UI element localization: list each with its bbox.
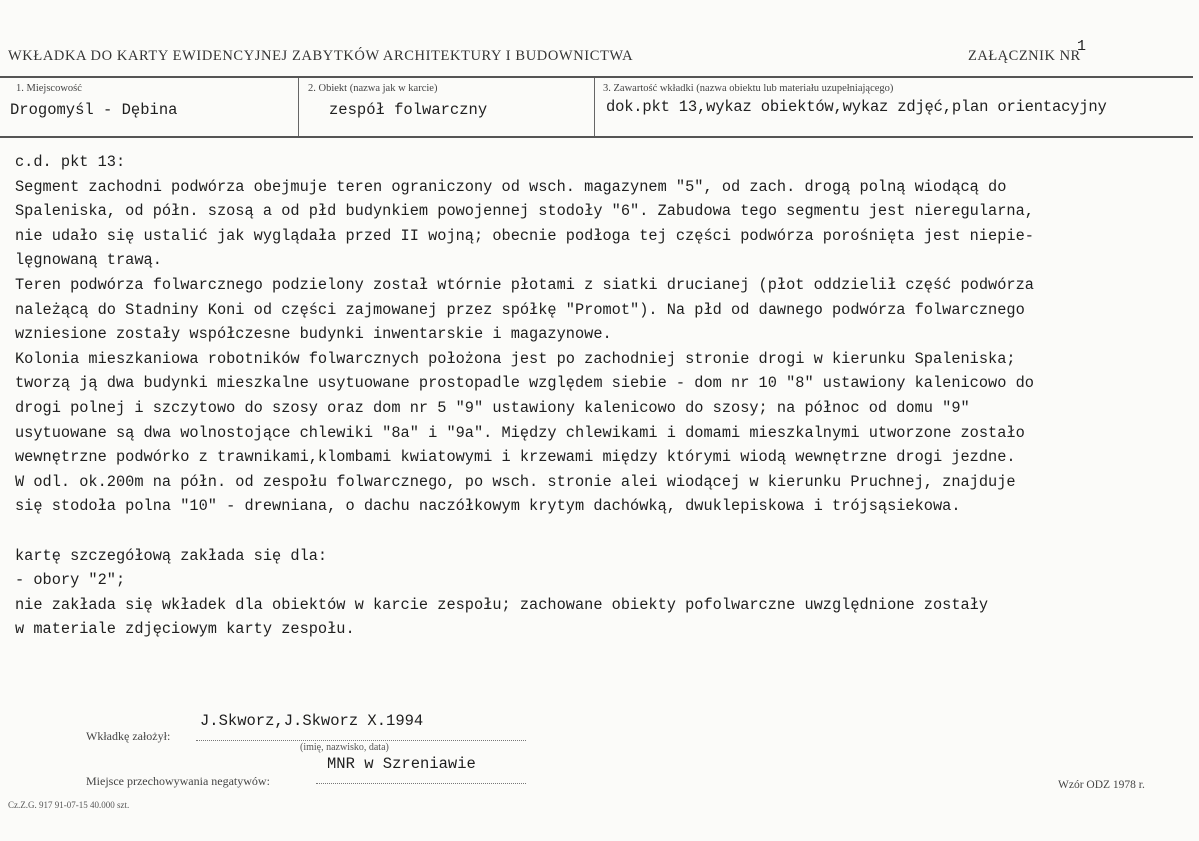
locality-label: 1. Miejscowość xyxy=(16,83,82,94)
body-line: drogi polnej i szczytowo do szosy oraz dom nr 5 "9" ustawiony kalenicowo do szosy; na północ od domu "9" xyxy=(15,398,970,417)
body-line: c.d. pkt 13: xyxy=(15,153,126,171)
object-value: zespół folwarczny xyxy=(329,101,488,119)
body-line: Spaleniska, od półn. szosą a od płd budynkiem powojennej stodoły "6". Zabudowa tego segmentu jest nieregularna, xyxy=(15,202,1034,221)
storage-value: MNR w Szreniawie xyxy=(327,755,476,773)
body-line: wzniesione zostały współczesne budynki inwentarskie i magazynowe. xyxy=(15,325,612,344)
body-line: Kolonia mieszkaniowa robotników folwarcznych położona jest po zachodniej stronie drogi w kierunku Spaleniska; xyxy=(15,349,1016,368)
annex-number: 1 xyxy=(1077,38,1087,55)
content-value: dok.pkt 13,wykaz obiektów,wykaz zdjęć,plan orientacyjny xyxy=(606,98,1107,116)
content-label: 3. Zawartość wkładki (nazwa obiektu lub materiału uzupełniającego) xyxy=(603,83,894,94)
body-line: nie zakłada się wkładek dla obiektów w karcie zespołu; zachowane obiekty pofolwarczne uwzględnione zostały xyxy=(15,595,989,614)
body-line: W odl. ok.200m na półn. od zespołu folwarcznego, po wsch. stronie alei wiodącej w kierunku Pruchnej, znajduje xyxy=(15,472,1016,491)
author-label: Wkładkę założył: xyxy=(86,729,171,743)
body-line: tworzą ją dwa budynki mieszkalne usytuowane prostopadle względem siebie - dom nr 10 "8" ustawiony kalenicowo do xyxy=(15,374,1034,393)
body-line: wewnętrzne podwórko z trawnikami,klombami kwiatowymi i krzewami między którymi wiodą wewnętrzne drogi jezdne. xyxy=(15,448,1016,467)
author-value: J.Skworz,J.Skworz X.1994 xyxy=(200,712,424,730)
body-text xyxy=(15,150,1190,642)
field-divider-2 xyxy=(594,78,595,136)
body-line: kartę szczegółową zakłada się dla: xyxy=(15,546,328,565)
object-label: 2. Obiekt (nazwa jak w karcie) xyxy=(308,83,438,94)
body-line: Segment zachodni podwórza obejmuje teren ograniczony od wsch. magazynem "5", od zach. drogą polną wiodącą do xyxy=(15,177,1007,196)
body-line: usytuowane są dwa wolnostojące chlewiki "8a" i "9a". Między chlewikami i domami mieszkalnymi utworzone zostało xyxy=(15,423,1025,442)
print-code: Cz.Z.G. 917 91-07-15 40.000 szt. xyxy=(8,800,130,810)
top-rule xyxy=(0,76,1193,78)
locality-value: Drogomyśl - Dębina xyxy=(10,101,178,119)
storage-dotted-line xyxy=(316,783,526,784)
body-line: nie udało się ustalić jak wyglądała przed II wojną; obecnie podłoga tej części podwórza porośnięta jest niepie- xyxy=(15,226,1034,245)
author-hint: (imię, nazwisko, data) xyxy=(300,742,389,753)
body-line: w materiale zdjęciowym karty zespołu. xyxy=(15,620,355,639)
body-line: - obory "2"; xyxy=(15,571,126,590)
body-line: należącą do Stadniny Koni od części zajmowanej przez spółkę "Promot"). Na płd od dawnego podwórza folwarcznego xyxy=(15,300,1025,319)
annex-label: ZAŁĄCZNIK NR xyxy=(968,48,1081,64)
body-line: lęgnowaną trawą. xyxy=(15,251,162,270)
body-line: się stodoła polna "10" - drewniana, o dachu naczółkowym krytym dachówką, dwuklepiskowa i trójsąsiekowa. xyxy=(15,497,961,516)
form-title: WKŁADKA DO KARTY EWIDENCYJNEJ ZABYTKÓW ARCHITEKTURY I BUDOWNICTWA xyxy=(8,48,634,64)
form-model: Wzór ODZ 1978 r. xyxy=(1058,779,1145,791)
body-line: Teren podwórza folwarcznego podzielony został wtórnie płotami z siatki drucianej (płot oddzielił część podwórza xyxy=(15,275,1034,294)
storage-label: Miejsce przechowywania negatywów: xyxy=(86,774,270,788)
body-line xyxy=(15,519,1190,544)
author-dotted-line xyxy=(196,740,526,741)
field-bottom-rule xyxy=(0,136,1193,138)
field-divider-1 xyxy=(298,78,299,136)
